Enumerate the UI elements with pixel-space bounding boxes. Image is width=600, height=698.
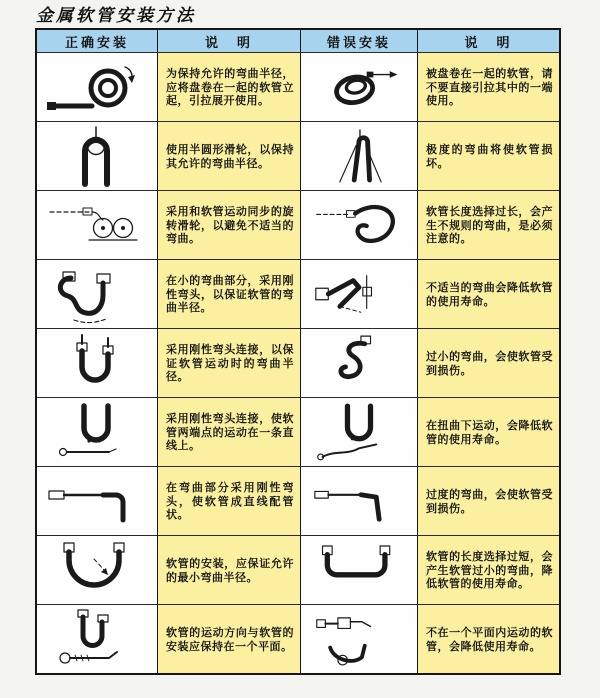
- correct-image-cell: [37, 466, 157, 535]
- note-text: 采用和软管运动同步的旋转滑轮，以避免不适当的弯曲。: [166, 205, 294, 246]
- header-explanation-2: 说 明: [417, 30, 559, 52]
- note-text: 软管长度选择过长，会产生不规则的弯曲，是必须注意的。: [426, 205, 553, 246]
- correct-note-cell: [157, 121, 300, 190]
- correct-note-cell: [157, 604, 300, 673]
- wrong-note-cell: [417, 535, 559, 604]
- note-text: 软管的运动方向与软管的安装应保持在一个平面。: [166, 626, 294, 653]
- wrong-image-cell: [300, 397, 417, 466]
- wrong-image-cell: [300, 466, 417, 535]
- correct-note-cell: [157, 535, 300, 604]
- wrong-image-cell: [300, 52, 417, 121]
- installation-methods-table: [35, 28, 561, 675]
- rigid-elbow-small-bend-icon: [45, 263, 149, 325]
- correct-image-cell: [37, 52, 157, 121]
- header-correct-install: 正确安装: [37, 30, 157, 52]
- note-text: 过度的弯曲，会使软管受到损伤。: [426, 488, 553, 515]
- wrong-image-cell: [300, 604, 417, 673]
- correct-note-cell: [157, 190, 300, 259]
- correct-note-cell: [157, 259, 300, 328]
- wrong-image-cell: [300, 259, 417, 328]
- correct-image-cell: [37, 535, 157, 604]
- wrong-image-cell: [300, 121, 417, 190]
- wrong-note-cell: [417, 466, 559, 535]
- header-explanation-1: 说 明: [157, 30, 300, 52]
- wrong-note-cell: [417, 397, 559, 466]
- overbent-pipe-end-icon: [311, 470, 407, 532]
- wrong-note-cell: [417, 328, 559, 397]
- wrong-note-cell: [417, 121, 559, 190]
- too-short-flat-u-hose-icon: [311, 539, 407, 601]
- hose-over-semicircular-pulley-icon: [45, 125, 149, 187]
- note-text: 在扭曲下运动，会降低软管的使用寿命。: [426, 419, 553, 446]
- note-text: 被盘卷在一起的软管，请不要直接引拉其中的一端使用。: [426, 67, 553, 108]
- straight-piping-with-rigid-elbow-icon: [45, 470, 149, 532]
- correct-note-cell: [157, 328, 300, 397]
- hose-motion-in-one-plane-icon: [45, 608, 149, 670]
- correct-note-cell: [157, 466, 300, 535]
- improper-sharp-bend-icon: [311, 263, 407, 325]
- correct-image-cell: [37, 397, 157, 466]
- note-text: 不适当的弯曲会降低软管的使用寿命。: [426, 281, 553, 308]
- note-text: 过小的弯曲，会使软管受到损伤。: [426, 350, 553, 377]
- twisted-u-hose-icon: [311, 401, 407, 463]
- wrong-note-cell: [417, 190, 559, 259]
- wrong-image-cell: [300, 535, 417, 604]
- wrong-note-cell: [417, 259, 559, 328]
- extremely-bent-hose-icon: [311, 125, 407, 187]
- wrong-image-cell: [300, 190, 417, 259]
- rigid-elbow-connected-u-hose-icon: [45, 332, 149, 394]
- overlong-hose-irregular-loop-icon: [311, 194, 407, 256]
- note-text: 采用刚性弯头连接，使软管两端点的运动在一条直线上。: [166, 412, 294, 453]
- note-text: 在弯曲部分采用刚性弯头，使软管成直线配管状。: [166, 481, 294, 522]
- note-text: 极度的弯曲将使软管损坏。: [426, 143, 553, 170]
- u-hose-endpoints-inline-icon: [45, 401, 149, 463]
- correct-note-cell: [157, 52, 300, 121]
- correct-image-cell: [37, 121, 157, 190]
- page-title: 金属软管安装方法: [36, 6, 196, 26]
- correct-image-cell: [37, 259, 157, 328]
- note-text: 使用半圆形滑轮，以保持其允许的弯曲半径。: [166, 143, 294, 170]
- minimum-bend-radius-u-hose-icon: [45, 539, 149, 601]
- correct-image-cell: [37, 604, 157, 673]
- wrong-note-cell: [417, 52, 559, 121]
- wrong-image-cell: [300, 328, 417, 397]
- note-text: 软管的长度选择过短，会产生软管过小的弯曲，降低软管的使用寿命。: [426, 550, 553, 591]
- coiled-hose-pulled-by-one-end-icon: [311, 56, 407, 118]
- note-text: 采用刚性弯头连接，以保证软管运动时的弯曲半径。: [166, 343, 294, 384]
- note-text: 不在一个平面内运动的软管，会降低使用寿命。: [426, 626, 553, 653]
- note-text: 软管的安装，应保证允许的最小弯曲半径。: [166, 557, 294, 584]
- hose-motion-out-of-plane-icon: [311, 608, 407, 670]
- too-small-bend-s-hose-icon: [311, 332, 407, 394]
- correct-image-cell: [37, 190, 157, 259]
- wrong-note-cell: [417, 604, 559, 673]
- note-text: 为保持允许的弯曲半径，应将盘卷在一起的软管立起，引拉展开使用。: [166, 67, 294, 108]
- synchronized-rotating-pulleys-icon: [45, 194, 149, 256]
- correct-note-cell: [157, 397, 300, 466]
- correct-image-cell: [37, 328, 157, 397]
- header-wrong-install: 错误安装: [300, 30, 417, 52]
- coiled-hose-stood-upright-unrolling-icon: [45, 56, 149, 118]
- note-text: 在小的弯曲部分，采用刚性弯头，以保证软管的弯曲半径。: [166, 274, 294, 315]
